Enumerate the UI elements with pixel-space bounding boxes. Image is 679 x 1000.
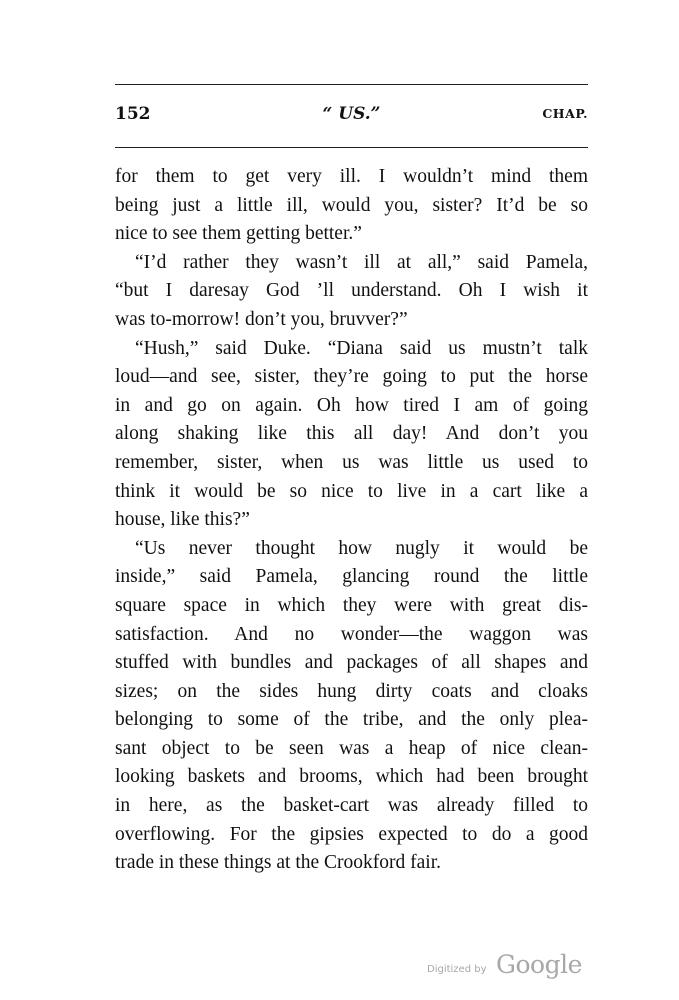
text-line: overflowing. For the gipsies expected to do a good — [115, 823, 588, 845]
text-line: “but I daresay God ’ll understand. Oh I wish it — [115, 280, 588, 302]
text-line: trade in these things at the Crookford fair. — [115, 852, 441, 874]
text-line: think it would be so nice to live in a cart like a — [115, 480, 588, 502]
text-line: house, like this?” — [115, 509, 250, 531]
running-header — [115, 104, 588, 130]
header-bottom-rule — [115, 147, 588, 148]
text-line: nice to see them getting better.” — [115, 223, 362, 245]
header-top-rule — [115, 84, 588, 85]
digitized-by-label: Digitized by — [427, 964, 487, 975]
text-line: for them to get very ill. I wouldn’t mind them — [115, 166, 588, 187]
text-line: “Us never thought how nugly it would be — [135, 537, 588, 559]
text-line: in and go on again. Oh how tired I am of going — [115, 394, 588, 416]
text-line: in here, as the basket-cart was already filled to — [115, 795, 588, 817]
text-line: “Hush,” said Duke. “Diana said us mustn’t talk — [135, 337, 588, 359]
digitization-watermark — [420, 950, 580, 982]
chapter-mark: CHAP. — [542, 106, 588, 121]
text-line: inside,” said Pamela, glancing round the little — [115, 566, 588, 588]
text-line: loud—and see, sister, they’re going to put the horse — [115, 366, 588, 388]
text-line: “I’d rather they wasn’t ill at all,” said Pamela, — [135, 251, 588, 273]
text-line: was to-morrow! don’t you, bruvver?” — [115, 308, 408, 330]
text-line: satisfaction. And no wonder—the waggon was — [115, 623, 588, 645]
text-line: sant object to be seen was a heap of nice clean- — [115, 737, 588, 759]
text-line: looking baskets and brooms, which had been brought — [115, 766, 588, 788]
text-line: square space in which they were with great dis- — [115, 594, 588, 616]
text-line: being just a little ill, would you, sister? It’d be so — [115, 194, 588, 216]
text-line: remember, sister, when us was little us used to — [115, 451, 588, 473]
text-line: along shaking like this all day! And don’t you — [115, 423, 588, 445]
page-number: 152 — [115, 104, 151, 124]
running-title: “ US.” — [322, 104, 381, 124]
text-line: belonging to some of the tribe, and the only plea- — [115, 709, 588, 731]
text-line: sizes; on the sides hung dirty coats and cloaks — [115, 680, 588, 702]
text-line: stuffed with bundles and packages of all shapes and — [115, 652, 588, 674]
google-logo: Google — [496, 950, 582, 979]
page-body — [115, 163, 588, 878]
